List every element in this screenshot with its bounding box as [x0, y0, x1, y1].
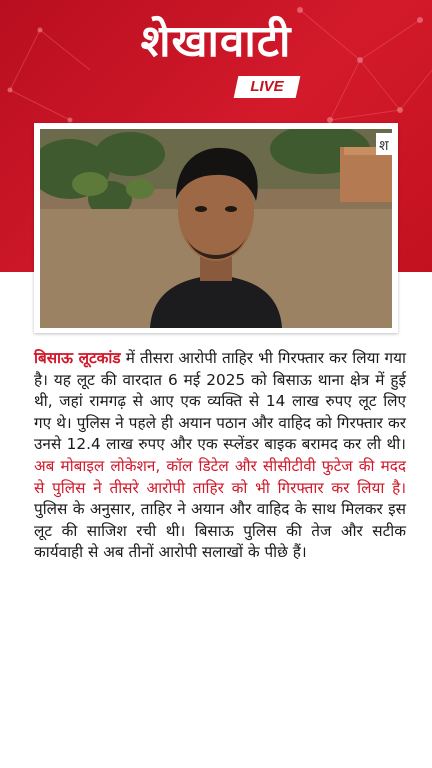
article-highlight-sentence: अब मोबाइल लोकेशन, कॉल डिटेल और सीसीटीवी फुटेज की मदद से पुलिस ने तीसरे आरोपी ताहिर को भी गिरफ्तार कर लिया है।	[34, 456, 406, 497]
accused-photo	[40, 129, 392, 328]
article-body-intro: में तीसरा आरोपी ताहिर भी गिरफ्तार कर लिया गया है। यह लूट की वारदात 6 मई 2025 को बिसाऊ थाना क्षेत्र में हुई थी, जहां रामगढ़ से आए एक व्यक्ति से 14 लाख रुपए लूट लिए गए थे। पुलिस ने पहले ही अयान पठान और वाहिद को गिरफ्तार कर उनसे 12.4 लाख रुपए और एक स्प्लेंडर बाइक बरामद कर ली थी।	[34, 349, 406, 454]
brand-logo	[0, 14, 432, 70]
photo-corner-logo: श	[379, 138, 389, 154]
live-badge-text: LIVE	[250, 78, 284, 95]
article-headline-keyword: बिसाऊ लूटकांड	[34, 349, 121, 367]
brand-title: शेखावाटी	[140, 16, 292, 67]
article-body-conclusion: पुलिस के अनुसार, ताहिर ने अयान और वाहिद के साथ मिलकर इस लूट की साजिश रची थी। बिसाऊ पुलिस की तेज और सटीक कार्यवाही से अब तीनों आरोपी सलाखों के पीछे हैं।	[34, 500, 406, 562]
news-article	[34, 348, 406, 564]
